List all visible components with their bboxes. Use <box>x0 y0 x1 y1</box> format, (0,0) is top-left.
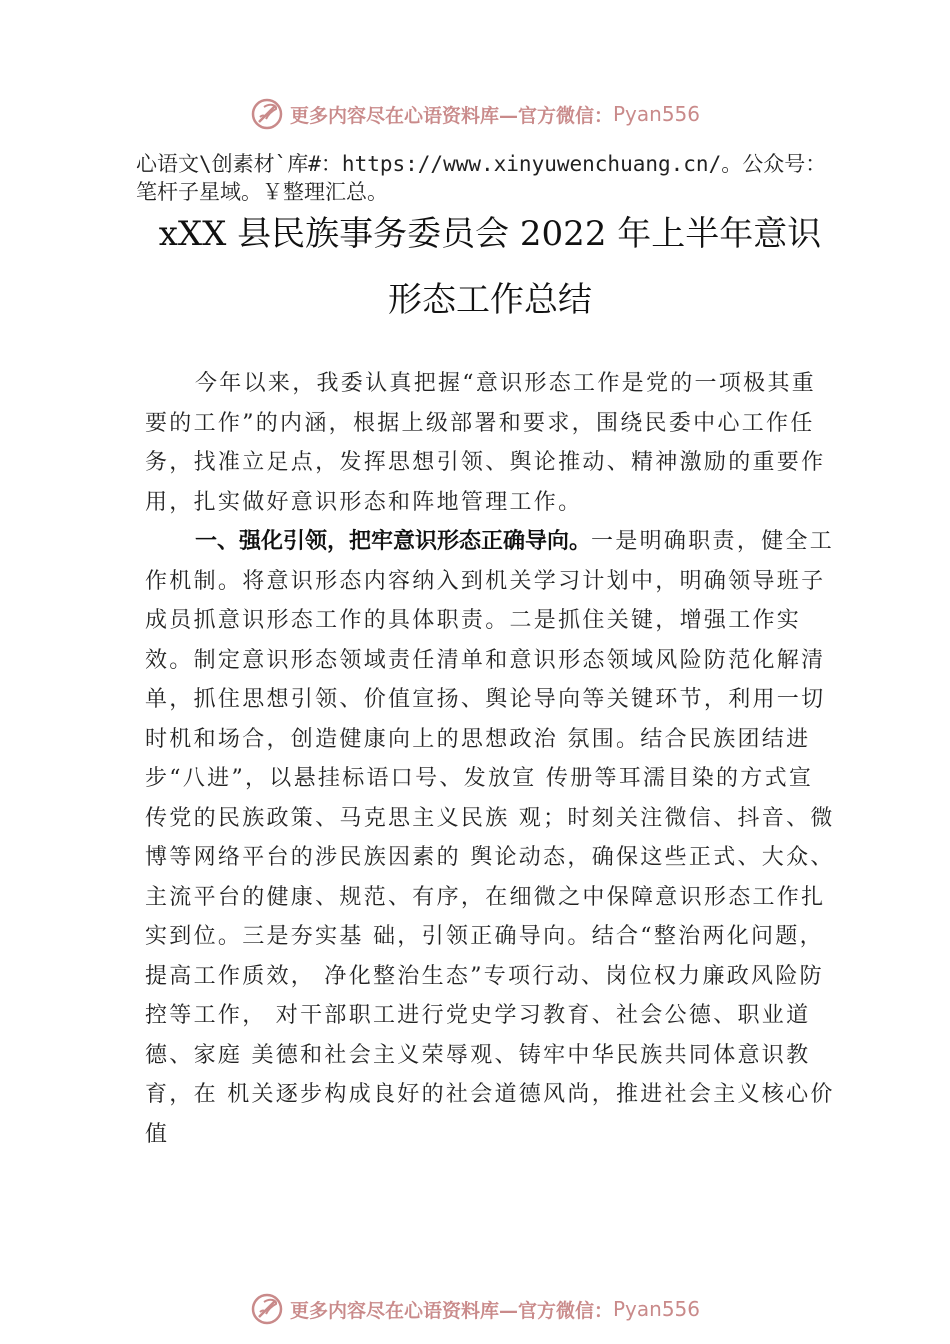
paragraph-section1 <box>145 522 835 1154</box>
section1-heading: 一、强化引领，把牢意识形态正确导向。 <box>195 529 592 554</box>
document-title-line1: xXX 县民族事务委员会 2022 年上半年意识 <box>158 214 822 254</box>
watermark-handle: Pyan556 <box>613 1297 701 1321</box>
quill-logo-icon <box>250 1292 284 1326</box>
paragraph-intro: 今年以来，我委认真把握“意识形态工作是党的一项极其重要的工作”的内涵，根据上级部署和要求，围绕民委中心工作任务，找准立足点，发挥思想引领、舆论推动、精神激励的重要作用，扎实做好意识形态和阵地管理工作。 <box>145 371 826 515</box>
watermark-text: 更多内容尽在心语资料库—官方微信： <box>289 104 613 127</box>
document-title-line2: 形态工作总结 <box>388 280 592 320</box>
source-note: 心语文\创素材`库#：https://www.xinyuwenchuang.cn/。公众号：笔杆子星域。￥整理汇总。 <box>136 152 827 204</box>
document-body <box>145 364 835 1154</box>
quill-logo-icon <box>250 97 284 131</box>
section1-body: 一是明确职责，健全工作机制。将意识形态内容纳入到机关学习计划中，明确领导班子成员抓意识形态工作的具体职责。二是抓住关键，增强工作实效。制定意识形态领域责任清单和意识形态领域风险防范化解清单，抓住思想引领、价值宣扬、舆论导向等关键环节，利用一切时机和场合，创造健康向上的思想政治 氛围。结合民族团结进步“八进”，以悬挂标语口号、发放宣 传册等耳濡目染的方式宣传党的民族政策、马克思主义民族 观；时刻关注微信、抖音、微博等网络平台的涉民族因素的 舆论动态，确保这些正式、大众、主流平台的健康、规范、有序，在细微之中保障意识形态工作扎实到位。三是夯实基 础，引领正确导向。结合“整治两化问题，提高工作质效， 净化整治生态”专项行动、岗位权力廉政风险防控等工作， 对干部职工进行党史学习教育、社会公德、职业道德、家庭 美德和社会主义荣辱观、铸牢中华民族共同体意识教育，在 机关逐步构成良好的社会道德风尚，推进社会主义核心价值 <box>145 529 835 1147</box>
watermark-handle: Pyan556 <box>613 102 701 126</box>
watermark-banner-top <box>0 94 950 134</box>
watermark-banner-bottom <box>0 1289 950 1329</box>
watermark-text: 更多内容尽在心语资料库—官方微信： <box>289 1299 613 1322</box>
